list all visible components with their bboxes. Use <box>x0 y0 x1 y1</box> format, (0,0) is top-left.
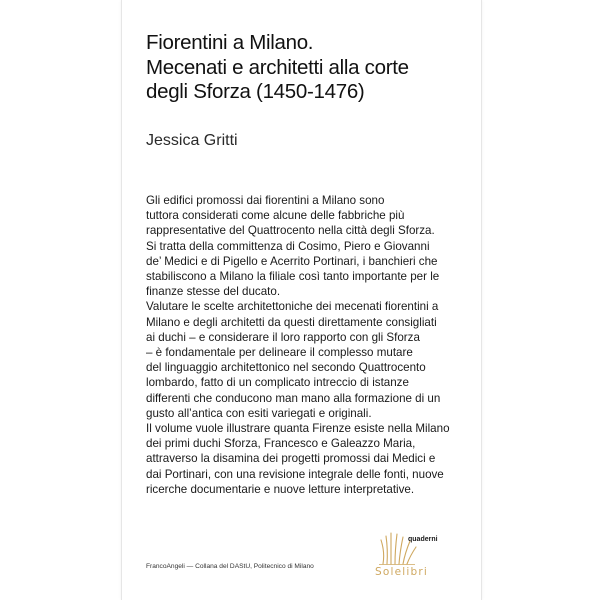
blurb-paragraph <box>146 193 486 299</box>
book-blurb <box>146 193 486 497</box>
blurb-paragraph <box>146 421 486 497</box>
logo-wordmark: Solelibri <box>375 566 428 578</box>
title-line: degli Sforza (1450-1476) <box>146 80 365 103</box>
blurb-line: gusto all’antica con esiti variegati e originali. <box>146 406 372 420</box>
book-cover <box>121 0 482 600</box>
blurb-line: Milano e degli architetti da questi direttamente consigliati <box>146 315 437 329</box>
blurb-line: Il volume vuole illustrare quanta Firenze esiste nella Milano <box>146 422 450 436</box>
series-label: quaderni <box>408 536 438 543</box>
blurb-line: finanze stesse del ducato. <box>146 285 281 299</box>
blurb-line: Si tratta della committenza di Cosimo, Piero e Giovanni <box>146 239 430 253</box>
blurb-line: dai Portinari, con una revisione integrale delle fonti, nuove <box>146 467 444 481</box>
publisher-footer: FrancoAngeli — Collana del DAStU, Politecnico di Milano <box>146 563 314 570</box>
title-line: Mecenati e architetti alla corte <box>146 55 409 79</box>
blurb-line: Gli edifici promossi dai fiorentini a Milano sono <box>146 194 385 207</box>
blurb-line: ricerche documentarie e nuove letture interpretative. <box>146 482 415 496</box>
blurb-line: attraverso la disamina dei progetti promossi dai Medici e <box>146 452 436 466</box>
blurb-line: tuttora considerati come alcune delle fabbriche più <box>146 209 405 223</box>
blurb-line: differenti che conducono man mano alla formazione di un <box>146 391 441 405</box>
blurb-line: de’ Medici e di Pigello e Acerrito Portinari, i banchieri che <box>146 254 438 268</box>
blurb-line: stabiliscono a Milano la filiale così tanto importante per le <box>146 270 440 284</box>
blurb-line: Valutare le scelte architettoniche dei mecenati fiorentini a <box>146 300 439 314</box>
blurb-paragraph <box>146 299 486 421</box>
blurb-line: – è fondamentale per delineare il complesso mutare <box>146 346 413 360</box>
blurb-line: del linguaggio architettonico nel secondo Quattrocento <box>146 361 426 375</box>
blurb-line: ai duchi – e considerare il loro rapporto con gli Sforza <box>146 330 420 344</box>
blurb-line: lombardo, fatto di un complicato intreccio di istanze <box>146 376 409 390</box>
book-author: Jessica Gritti <box>146 132 238 149</box>
blurb-line: dei primi duchi Sforza, Francesco e Galeazzo Maria, <box>146 437 416 451</box>
blurb-line: rappresentative del Quattrocento nella città degli Sforza. <box>146 224 435 238</box>
title-line: Fiorentini a Milano. <box>146 31 314 54</box>
book-title <box>146 31 476 105</box>
